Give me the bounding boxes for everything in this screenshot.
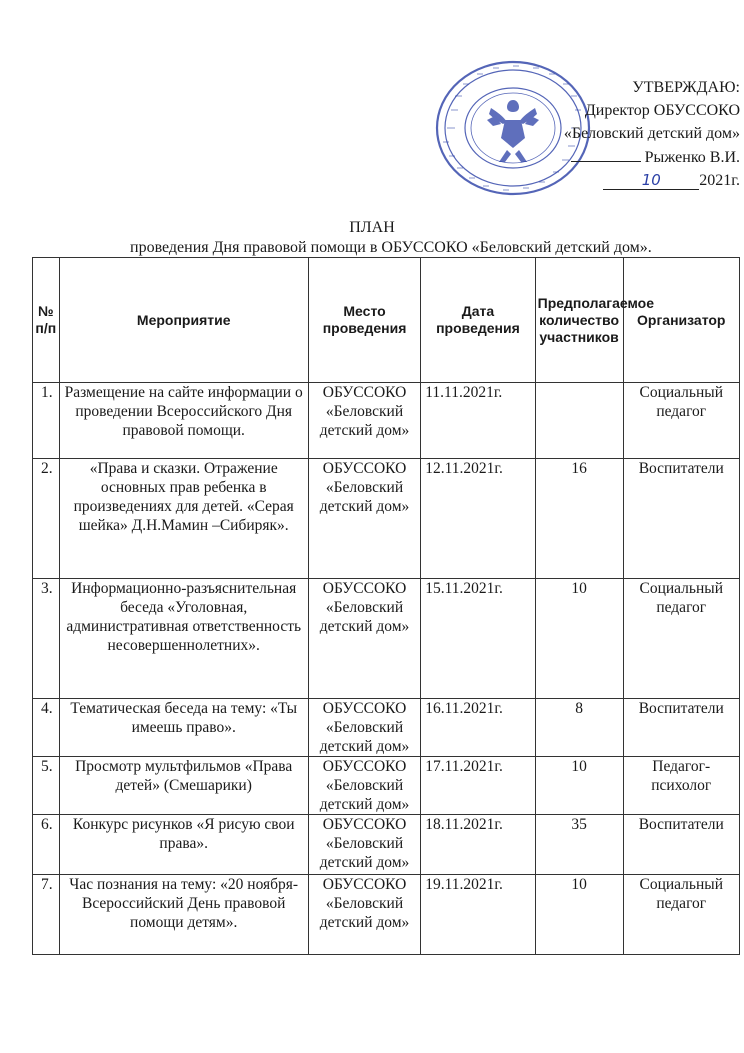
row-organizer: Социальный педагог	[623, 579, 740, 699]
table-row	[33, 815, 740, 875]
header-event: Мероприятие	[59, 258, 308, 383]
row-organizer: Воспитатели	[623, 815, 740, 875]
row-num: 1.	[33, 383, 60, 459]
row-event: Конкурс рисунков «Я рисую свои права».	[59, 815, 308, 875]
row-organizer: Социальный педагог	[623, 875, 740, 955]
approval-month-handwritten: 10	[603, 172, 699, 190]
row-place: ОБУССОКО «Беловский детский дом»	[308, 383, 420, 459]
row-date: 15.11.2021г.	[421, 579, 535, 699]
header-date: Дата проведения	[421, 258, 535, 383]
row-date: 19.11.2021г.	[421, 875, 535, 955]
header-place: Место проведения	[308, 258, 420, 383]
row-num: 6.	[33, 815, 60, 875]
row-date: 18.11.2021г.	[421, 815, 535, 875]
row-num: 3.	[33, 579, 60, 699]
row-event: Час познания на тему: «20 ноября-Всероссийский День правовой помощи детям».	[59, 875, 308, 955]
row-organizer: Социальный педагог	[623, 383, 740, 459]
header-num: № п/п	[33, 258, 60, 383]
table-row	[33, 757, 740, 815]
row-event: Размещение на сайте информации о проведении Всероссийского Дня правовой помощи.	[59, 383, 308, 459]
signature-underline	[571, 145, 641, 162]
table-row	[33, 875, 740, 955]
row-place: ОБУССОКО «Беловский детский дом»	[308, 875, 420, 955]
table-row	[33, 459, 740, 579]
row-num: 4.	[33, 699, 60, 757]
approval-year: 2021г.	[699, 172, 740, 189]
row-num: 2.	[33, 459, 60, 579]
plan-table	[32, 257, 740, 955]
row-count: 35	[535, 815, 623, 875]
page-subtitle: проведения Дня правовой помощи в ОБУССОКО «Беловский детский дом».	[130, 239, 652, 256]
row-count: 10	[535, 579, 623, 699]
row-organizer: Воспитатели	[623, 699, 740, 757]
row-num: 7.	[33, 875, 60, 955]
table-row	[33, 699, 740, 757]
approval-position: Директор ОБУССОКО	[584, 102, 740, 119]
approval-signature-line	[520, 145, 740, 169]
row-event: Тематическая беседа на тему: «Ты имеешь право».	[59, 699, 308, 757]
row-place: ОБУССОКО «Беловский детский дом»	[308, 459, 420, 579]
page-title: ПЛАН	[349, 219, 395, 236]
row-num: 5.	[33, 757, 60, 815]
table-row	[33, 383, 740, 459]
header-count: Предполагаемое количество участников	[535, 258, 623, 383]
approval-organization: «Беловский детский дом»	[563, 125, 740, 142]
row-organizer: Воспитатели	[623, 459, 740, 579]
row-event: Просмотр мультфильмов «Права детей» (Смешарики)	[59, 757, 308, 815]
row-date: 12.11.2021г.	[421, 459, 535, 579]
row-count: 10	[535, 875, 623, 955]
row-count: 10	[535, 757, 623, 815]
row-organizer: Педагог-психолог	[623, 757, 740, 815]
approval-heading: УТВЕРЖДАЮ:	[632, 79, 740, 96]
row-date: 11.11.2021г.	[421, 383, 535, 459]
approval-signer: Рыженко В.И.	[644, 149, 740, 166]
row-place: ОБУССОКО «Беловский детский дом»	[308, 815, 420, 875]
approval-date-line	[520, 169, 740, 192]
row-date: 17.11.2021г.	[421, 757, 535, 815]
row-place: ОБУССОКО «Беловский детский дом»	[308, 699, 420, 757]
row-place: ОБУССОКО «Беловский детский дом»	[308, 579, 420, 699]
row-count: 16	[535, 459, 623, 579]
row-count	[535, 383, 623, 459]
row-event: «Права и сказки. Отражение основных прав ребенка в произведениях для детей. «Серая шейка» Д.Н.Мамин –Сибиряк».	[59, 459, 308, 579]
table-header-row	[33, 258, 740, 383]
row-place: ОБУССОКО «Беловский детский дом»	[308, 757, 420, 815]
table-row	[33, 579, 740, 699]
row-event: Информационно-разъяснительная беседа «Уголовная, административная ответственность несовершеннолетних».	[59, 579, 308, 699]
approval-block	[520, 76, 740, 192]
row-date: 16.11.2021г.	[421, 699, 535, 757]
header-organizer: Организатор	[623, 258, 740, 383]
row-count: 8	[535, 699, 623, 757]
